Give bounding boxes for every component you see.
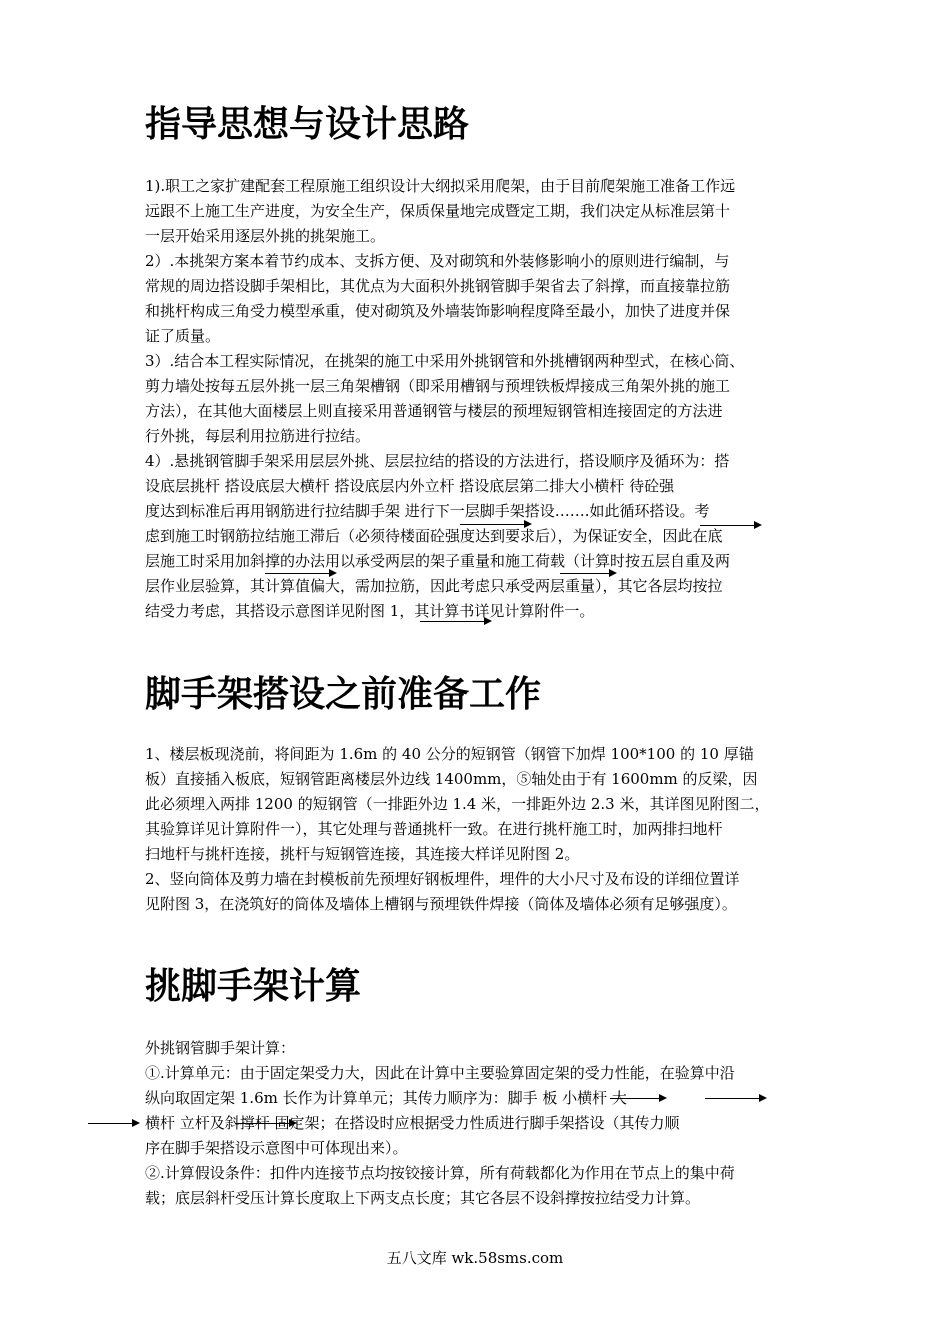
- flow-arrow-icon: [460, 524, 530, 525]
- paragraph-line: 结受力考虑，其搭设示意图详见附图 1，其计算书详见计算附件一。: [145, 602, 595, 620]
- paragraph-line: 外挑钢管脚手架计算：: [145, 1039, 296, 1057]
- paragraph-line: 1).职工之家扩建配套工程原施工组织设计大纲拟采用爬架，由于目前爬架施工准备工作远: [145, 177, 736, 195]
- paragraph-line: ②.计算假设条件：扣件内连接节点均按铰接计算，所有荷载都化为作用在节点上的集中荷: [145, 1164, 735, 1182]
- flow-arrow-icon: [235, 1123, 295, 1124]
- paragraph-line: 纵向取固定架 1.6m 长作为计算单元；其传力顺序为：脚手 板 小横杆 大: [145, 1089, 627, 1107]
- paragraph-line: 2）.本挑架方案本着节约成本、支拆方便、及对砌筑和外装修影响小的原则进行编制，与: [145, 252, 730, 270]
- paragraph-line: 1、楼层板现浇前，将间距为 1.6m 的 40 公分的短钢管（钢管下加焊 100*100 的 10 厚锚: [145, 745, 754, 763]
- paragraph-line: 层施工时采用加斜撑的办法用以承受两层的架子重量和施工荷载（计算时按五层自重及两: [145, 552, 731, 570]
- paragraph-line: 此必须埋入两排 1200 的短钢管（一排距外边 1.4 米，一排距外边 2.3 米，其详图见附图二，: [145, 795, 770, 813]
- flow-arrow-icon: [560, 573, 615, 574]
- paragraph-line: 板）直接插入板底，短钢管距离楼层外边线 1400mm，⑤轴处由于有 1600mm 的反梁，因: [145, 770, 758, 788]
- paragraph-line: 见附图 3，在浇筑好的筒体及墙体上槽钢与预埋铁件焊接（筒体及墙体必须有足够强度）。: [145, 895, 737, 913]
- paragraph-line: 行外挑，每层利用拉筋进行拉结。: [145, 427, 371, 445]
- flow-arrow-icon: [265, 573, 335, 574]
- paragraph-line: 其验算详见计算附件一），其它处理与普通挑杆一致。在进行挑杆施工时，加两排扫地杆: [145, 820, 723, 838]
- paragraph-line: 证了质量。: [145, 327, 221, 345]
- paragraph-line: 载；底层斜杆受压计算长度取上下两支点长度；其它各层不设斜撑按拉结受力计算。: [145, 1189, 701, 1207]
- paragraph-line: 方法），在其他大面楼层上则直接采用普通钢管与楼层的预埋短钢管相连接固定的方法进: [145, 402, 723, 420]
- flow-arrow-icon: [705, 1098, 765, 1099]
- flow-arrow-icon: [420, 621, 490, 622]
- paragraph-line: 2、竖向筒体及剪力墙在封模板前先预埋好钢板埋件，埋件的大小尺寸及布设的详细位置详: [145, 870, 740, 888]
- paragraph-line: 设底层挑杆 搭设底层大横杆 搭设底层内外立杆 搭设底层第二排大小横杆 待砼强: [145, 477, 675, 495]
- paragraph-line: 常规的周边搭设脚手架相比，其优点为大面积外挑钢管脚手架省去了斜撑，而直接靠拉筋: [145, 277, 731, 295]
- paragraph-line: ①.计算单元：由于固定架受力大，因此在计算中主要验算固定架的受力性能，在验算中沿: [145, 1064, 735, 1082]
- paragraph-line: 横杆 立杆及斜撑杆 固定架；在搭设时应根据受力性质进行脚手架搭设（其传力顺: [145, 1114, 680, 1132]
- paragraph-line: 度达到标准后再用钢筋进行拉结脚手架 进行下一层脚手架搭设…….如此循环搭设。考: [145, 502, 710, 520]
- paragraph-line: 剪力墙处按每五层外挑一层三角架槽钢（即采用槽钢与预埋铁板焊接成三角架外挑的施工: [145, 377, 731, 395]
- section-heading-preparation: 脚手架搭设之前准备工作: [145, 674, 542, 715]
- paragraph-line: 远跟不上施工生产进度，为安全生产，保质保量地完成暨定工期，我们决定从标准层第十: [145, 202, 731, 220]
- flow-arrow-icon: [610, 1098, 665, 1099]
- paragraph-line: 一层开始采用逐层外挑的挑架施工。: [145, 227, 386, 245]
- paragraph-line: 层作业层验算，其计算值偏大，需加拉筋，因此考虑只承受两层重量），其它各层均按拉: [145, 577, 723, 595]
- section-heading-calculation: 挑脚手架计算: [145, 966, 362, 1007]
- paragraph-line: 序在脚手架搭设示意图中可体现出来）。: [145, 1139, 408, 1157]
- flow-arrow-icon: [700, 525, 760, 526]
- paragraph-line: 扫地杆与挑杆连接，挑杆与短钢管连接，其连接大样详见附图 2。: [145, 845, 580, 863]
- footer-watermark-text: 五八文库 wk.58sms.com: [386, 1249, 564, 1267]
- paragraph-line: 和挑杆构成三角受力模型承重，使对砌筑及外墙装饰影响程度降至最小，加快了进度并保: [145, 302, 731, 320]
- paragraph-line: 4）.悬挑钢管脚手架采用层层外挑、层层拉结的搭设的方法进行，搭设顺序及循环为：搭: [145, 452, 730, 470]
- paragraph-line: 虑到施工时钢筋拉结施工滞后（必须待楼面砼强度达到要求后），为保证安全，因此在底: [145, 527, 723, 545]
- section-heading-guiding-ideas: 指导思想与设计思路: [145, 104, 470, 145]
- paragraph-line: 3）.结合本工程实际情况，在挑架的施工中采用外挑钢管和外挑槽钢两种型式，在核心筒、: [145, 352, 745, 370]
- flow-arrow-icon: [88, 1123, 138, 1124]
